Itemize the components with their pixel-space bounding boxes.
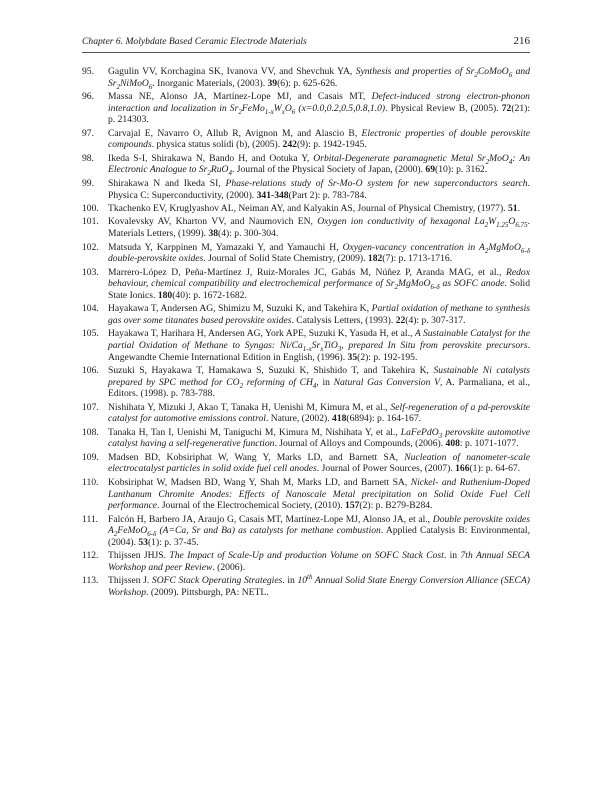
reference-text-run: . Physica C: Superconductivity, (2000). [108, 177, 530, 201]
reference-text-run: 182 [367, 253, 383, 265]
reference-text-run: . physica status solidi (b), (2005). [151, 139, 283, 151]
reference-item [82, 91, 530, 126]
reference-number: 111. [82, 513, 99, 525]
reference-text-run: . Solid State Ionics. [108, 278, 531, 301]
reference-text-run: 157 [345, 500, 360, 512]
reference-text-run: 6 [148, 82, 153, 91]
reference-text-run: (2): p. 192-195. [357, 351, 418, 363]
reference-text-run: . Journal of the Physical Society of Japan, (2000). [231, 164, 426, 176]
reference-text-run: Hayakawa T, Harihara H, Andersen AG, York APE, Suzuki K, Yasuda H, et al., [108, 328, 415, 340]
reference-text [108, 550, 530, 573]
reference-item [82, 128, 530, 151]
reference-text-run: 22 [395, 314, 406, 326]
reference-text [108, 303, 530, 326]
reference-text-run: 2 [113, 530, 118, 539]
reference-text-run: 35 [347, 351, 358, 363]
reference-text [108, 452, 530, 475]
reference-text-run: Tanaka H, Tan I, Uenishi M, Taniguchi M, Kimura M, Nishihata Y, et al., [108, 426, 401, 438]
reference-item [82, 514, 530, 549]
reference-number: 112. [82, 550, 99, 562]
reference-text-run: 2 [474, 70, 478, 79]
reference-text-run: MoO [489, 152, 509, 164]
reference-text-run: 2 [207, 169, 211, 178]
reference-text-run: . Materials Letters, (1999). [108, 216, 530, 240]
reference-text [108, 328, 530, 362]
reference-text-run: . (2006). [212, 561, 246, 573]
reference-text-run: (7): p. 1713-1716. [382, 253, 453, 265]
reference-text-run: Phase-relations study of Sr-Mo-O system for new superconductors search [225, 177, 528, 189]
reference-text-run: Double perovskite oxides A [108, 513, 530, 537]
reference-item [82, 402, 530, 425]
reference-text-run: Suzuki S, Hayakawa T, Hamakawa S, Suzuki K, Shishido T, and Takehira K, [108, 365, 434, 377]
reference-number: 109. [82, 451, 99, 463]
page-number: 216 [513, 35, 530, 47]
reference-text-run: (2): p. B279-B284. [359, 500, 433, 512]
reference-item [82, 303, 530, 326]
reference-text-run: 3 [438, 431, 443, 440]
reference-text-run: 4 [228, 169, 232, 178]
reference-text-run: Ikeda S-I, Shirakawa N, Bando H, and Ootuka Y, [108, 152, 314, 164]
reference-text [108, 477, 530, 511]
reference-text-run: double-perovskite oxides [108, 253, 204, 265]
reference-text-run: Madsen BD, Kobsiriphat W, Wang Y, Marks LD, and Barnett SA, [108, 451, 405, 463]
reference-text-run: A Sustainable Catalyst for the partial Oxidation of Methane to Syngas: Ni/Ca [108, 328, 530, 351]
reference-text-run: . Applied Catalysis B: Environmental, (2004). [108, 525, 530, 548]
reference-text-run: 6 [291, 107, 296, 116]
reference-text-run: (x=0.0,0.2,0.5,0.8,1.0) [295, 102, 386, 114]
reference-text-run: Electronic properties of double perovskite compounds [108, 127, 530, 151]
reference-text-run: as SOFC anode [439, 278, 505, 290]
reference-item [82, 328, 530, 363]
reference-text [108, 402, 530, 425]
reference-text-run: Orbital-Degenerate paramagnetic Metal Sr [313, 152, 486, 164]
reference-text-run: 38 [208, 228, 219, 240]
reference-text [108, 242, 530, 265]
reference-text-run: and Sr [108, 66, 530, 89]
reference-number: 95. [82, 66, 94, 77]
reference-item [82, 216, 530, 239]
reference-text-run: Gagulin VV, Korchagina SK, Ivanova VV, and Shevchuk YA, [108, 66, 356, 77]
reference-text-run: Partial oxidation of methane to synthesis gas over some titanates based perovskite oxides [108, 303, 530, 326]
reference-text-run: Falcón H, Barbero JA, Araujo G, Casais MT, Martínez-Lope MJ, Alonso JA, et al., [108, 513, 433, 525]
reference-text [108, 267, 530, 301]
reference-item [82, 242, 530, 265]
reference-text-run: 418 [332, 413, 347, 425]
reference-text-run: . Journal of Solid State Chemistry, (2009). [203, 253, 368, 265]
reference-item [82, 267, 530, 302]
reference-text-run: , prepared In Situ from perovskite precursors [341, 339, 528, 351]
reference-text-run: . Journal of Alloys and Compounds, (2006). [274, 438, 446, 450]
reference-text-run: reforming of CH [243, 376, 313, 388]
reference-text-run: Annual Solid State Energy Conversion Alliance (SECA) Workshop [108, 575, 530, 598]
reference-text-run: Synthesis and properties of Sr [355, 66, 475, 77]
reference-text-run: . Journal of Power Sources, (2007). [316, 463, 456, 475]
reference-item [82, 365, 530, 400]
reference-text-run: 6.75 [515, 221, 528, 230]
reference-text-run: MgMoO [488, 241, 521, 253]
reference-text-run: Hayakawa T, Andersen AG, Shimizu M, Suzuki K, and Takehira K, [108, 303, 372, 315]
reference-text [108, 203, 520, 214]
reference-text-run: 6 [508, 70, 513, 79]
reference-text-run: (1): p. 64-67. [469, 463, 521, 475]
reference-text-run: 2 [484, 221, 489, 230]
reference-text-run: . Physical Review B, (2005). [385, 102, 502, 114]
reference-text-run: Kobsiriphat W, Madsen BD, Wang Y, Shah M, Marks LD, and Barnett SA, [108, 476, 411, 488]
reference-text-run: Defect-induced strong electron-phonon interaction and localization in Sr [108, 91, 530, 114]
reference-text-run: 53 [138, 536, 148, 548]
reference-text-run: 6-δ [520, 246, 530, 255]
reference-number: 104. [82, 303, 99, 315]
reference-number: 105. [82, 328, 99, 340]
reference-text-run: 341-348 [256, 189, 289, 201]
reference-text-run: Thijssen JHJS. [108, 550, 170, 562]
reference-text-run: 408 [445, 438, 460, 450]
reference-text-run: 4 [508, 157, 513, 166]
reference-text-run: Thijssen J. [108, 575, 152, 587]
reference-item [82, 203, 530, 215]
reference-item [82, 66, 530, 89]
reference-text-run: . (2009). Pittsburgh, PA: NETL. [146, 586, 269, 598]
reference-number: 101. [82, 216, 99, 228]
reference-text-run: The Impact of Scale-Up and production Volume on SOFC Stack Cost [169, 550, 444, 562]
reference-text-run: (A=Ca, Sr and Ba) as catalysts for methane combustion [156, 525, 381, 537]
reference-text [108, 216, 530, 239]
reference-text-run: (6894): p. 164-167. [346, 413, 422, 425]
reference-text-run: Self-regeneration of a pd-perovskite catalyst for automotive emissions control [108, 401, 531, 425]
reference-number: 99. [82, 177, 94, 189]
reference-text [108, 178, 530, 201]
reference-text-run: 3 [337, 344, 342, 353]
reference-text-run: 6-δ [430, 283, 440, 292]
reference-text-run: Oxygen ion conductivity of hexagonal La [317, 216, 485, 228]
reference-text-run: 2 [116, 82, 121, 91]
reference-text-run: Carvajal E, Navarro O, Allub R, Avignon M, and Alascio B, [108, 127, 362, 139]
reference-text-run: . [517, 202, 520, 214]
reference-text-run: 6-δ [147, 530, 157, 539]
reference-text-run: x [281, 107, 285, 116]
reference-text-run: . Nature, (2002). [265, 413, 333, 425]
reference-text-run: (Part 2): p. 783-784. [288, 189, 367, 201]
reference-text-run: perovskite automotive catalyst having a self-regenerative function [108, 426, 530, 450]
reference-text-run: Nishihata Y, Mizuki J, Akao T, Tanaka H, Uenishi M, Kimura M, et al., [108, 401, 391, 413]
reference-number: 108. [82, 426, 99, 438]
reference-text-run: Nucleation of nanometer-scale electrocatalyst particles in solid oxide fuel cell anodes [108, 451, 530, 475]
reference-number: 100. [82, 202, 99, 214]
reference-text-run: 2 [238, 107, 242, 116]
reference-text-run: : An Electronic Analogue to Sr [108, 152, 531, 176]
reference-text-run: 10 [297, 575, 308, 587]
reference-text-run: FeMoO [117, 525, 148, 537]
reference-text-run: Nickel- and Ruthenium-Doped Lanthanum Chromite Anodes: Effects of Nanoscale Metal precipitation on Solid Oxide Fuel Cell performance [108, 476, 530, 512]
reference-text-run: , A. Parmaliana, et al., Editors. (1998). p. 783-788. [108, 376, 530, 400]
reference-text-run: TiO [323, 339, 338, 351]
reference-text-run: W [488, 216, 497, 228]
reference-text-run: 166 [455, 463, 470, 475]
reference-list [82, 66, 530, 600]
reference-text-run: O [284, 102, 292, 114]
reference-item [82, 178, 530, 201]
reference-item [82, 153, 530, 176]
reference-text-run: W [273, 102, 282, 114]
reference-text-run: th [307, 573, 313, 582]
reference-text-run: Tkachenko EV, Kruglyashov AL, Neiman AY, and Kalyakin AS, Journal of Physical Chemistry, (1977). [108, 202, 508, 214]
reference-text-run: 2 [239, 381, 244, 390]
reference-text-run: Marrero-López D, Peña-Martínez J, Ruiz-Morales JC, Gabás M, Núñez P, Aranda MAG, et al., [108, 266, 507, 278]
reference-text-run: (4): p. 307-317. [405, 314, 466, 326]
reference-item [82, 477, 530, 512]
reference-text-run: Natural Gas Conversion V [333, 376, 440, 388]
reference-text-run: : p. 1071-1077. [459, 438, 519, 450]
reference-text-run: Sustainable Ni catalysts prepared by SPC method for CO [108, 365, 530, 388]
reference-text-run: (4): p. 300-304. [218, 228, 279, 240]
reference-item [82, 427, 530, 450]
reference-text [108, 128, 530, 151]
reference-text [108, 514, 530, 548]
reference-text-run: 39 [267, 77, 278, 89]
reference-number: 103. [82, 266, 99, 278]
reference-text-run: Redox behaviour, chemical compatibility and electrochemical performance of Sr [108, 266, 530, 290]
reference-item [82, 575, 530, 598]
reference-text-run: Matsuda Y, Karppinen M, Yamazaki Y, and Yamauchi H, [108, 241, 343, 253]
reference-text-run: 2 [485, 157, 490, 166]
reference-number: 113. [82, 575, 99, 587]
reference-text [108, 365, 530, 399]
reference-text-run: x [320, 344, 324, 353]
reference-number: 106. [82, 365, 99, 377]
reference-text-run: Massa NE, Alonso JA, Martínez-Lope MJ, and Casais MT, [108, 91, 372, 103]
reference-text-run: Shirakawa N and Ikeda SI, [108, 177, 226, 189]
reference-text-run: CoMoO [477, 66, 509, 77]
reference-text-run: , in [316, 376, 334, 388]
reference-number: 107. [82, 401, 99, 413]
reference-text-run: . in [443, 550, 461, 562]
reference-text-run: (40): p. 1672-1682. [172, 289, 247, 301]
reference-text-run: 69 [425, 164, 436, 176]
reference-text-run: FeMo [241, 102, 265, 114]
reference-text-run: RuO [210, 164, 229, 176]
reference-text-run: 7th Annual SECA Workshop and peer Review [108, 550, 530, 573]
reference-text [108, 427, 530, 450]
reference-text-run: . Angewandte Chemie International Edition in English, (1996). [108, 339, 531, 363]
reference-number: 97. [82, 127, 94, 139]
reference-item [82, 550, 530, 573]
reference-text-run: LaFePdO [400, 426, 439, 438]
reference-text-run: 242 [282, 139, 297, 151]
reference-text [108, 91, 530, 125]
reference-text-run: 1-x [264, 107, 274, 116]
reference-text [108, 575, 530, 598]
reference-text-run: (10): p. 3162. [435, 164, 488, 176]
reference-text-run: MgMoO [397, 278, 431, 290]
reference-text-run: NiMoO [120, 77, 149, 89]
reference-number: 102. [82, 241, 99, 253]
reference-text-run: 1.25 [496, 221, 509, 230]
reference-text-run: 51 [507, 202, 518, 214]
reference-text [108, 66, 530, 89]
reference-text-run: Sr [311, 339, 321, 351]
reference-text-run: 2 [484, 246, 489, 255]
reference-text-run: (9): p. 1942-1945. [296, 139, 367, 151]
reference-text-run: 1-x [302, 344, 312, 353]
reference-text [108, 153, 530, 176]
reference-text-run: O [508, 216, 516, 228]
reference-number: 98. [82, 152, 94, 164]
reference-text-run: (21): p. 214303. [108, 102, 530, 126]
reference-number: 96. [82, 91, 94, 103]
page-header [82, 34, 530, 53]
reference-text-run: 2 [394, 283, 398, 292]
reference-item [82, 452, 530, 475]
reference-text-run: 4 [312, 381, 317, 390]
reference-number: 110. [82, 476, 99, 488]
reference-text-run: . Inorganic Materials, (2003). [152, 77, 268, 89]
reference-text-run: (6): p. 625-626. [277, 77, 338, 89]
reference-text-run: . in [282, 575, 298, 587]
reference-text-run: Oxygen-vacancy concentration in A [342, 241, 485, 253]
reference-text-run: . Journal of the Electrochemical Society, (2010). [157, 500, 346, 512]
reference-text-run: . Catalysis Letters, (1993). [291, 314, 396, 326]
reference-text-run: SOFC Stack Operating Strategies [151, 575, 283, 587]
reference-text-run: 180 [157, 289, 173, 301]
reference-text-run: 72 [501, 102, 512, 114]
reference-text-run: Kovalevsky AV, Kharton VV, and Naumovich EN, [108, 216, 318, 228]
chapter-title: Chapter 6. Molybdate Based Ceramic Electrode Materials [82, 36, 307, 47]
reference-text-run: (1): p. 37-45. [147, 536, 199, 548]
